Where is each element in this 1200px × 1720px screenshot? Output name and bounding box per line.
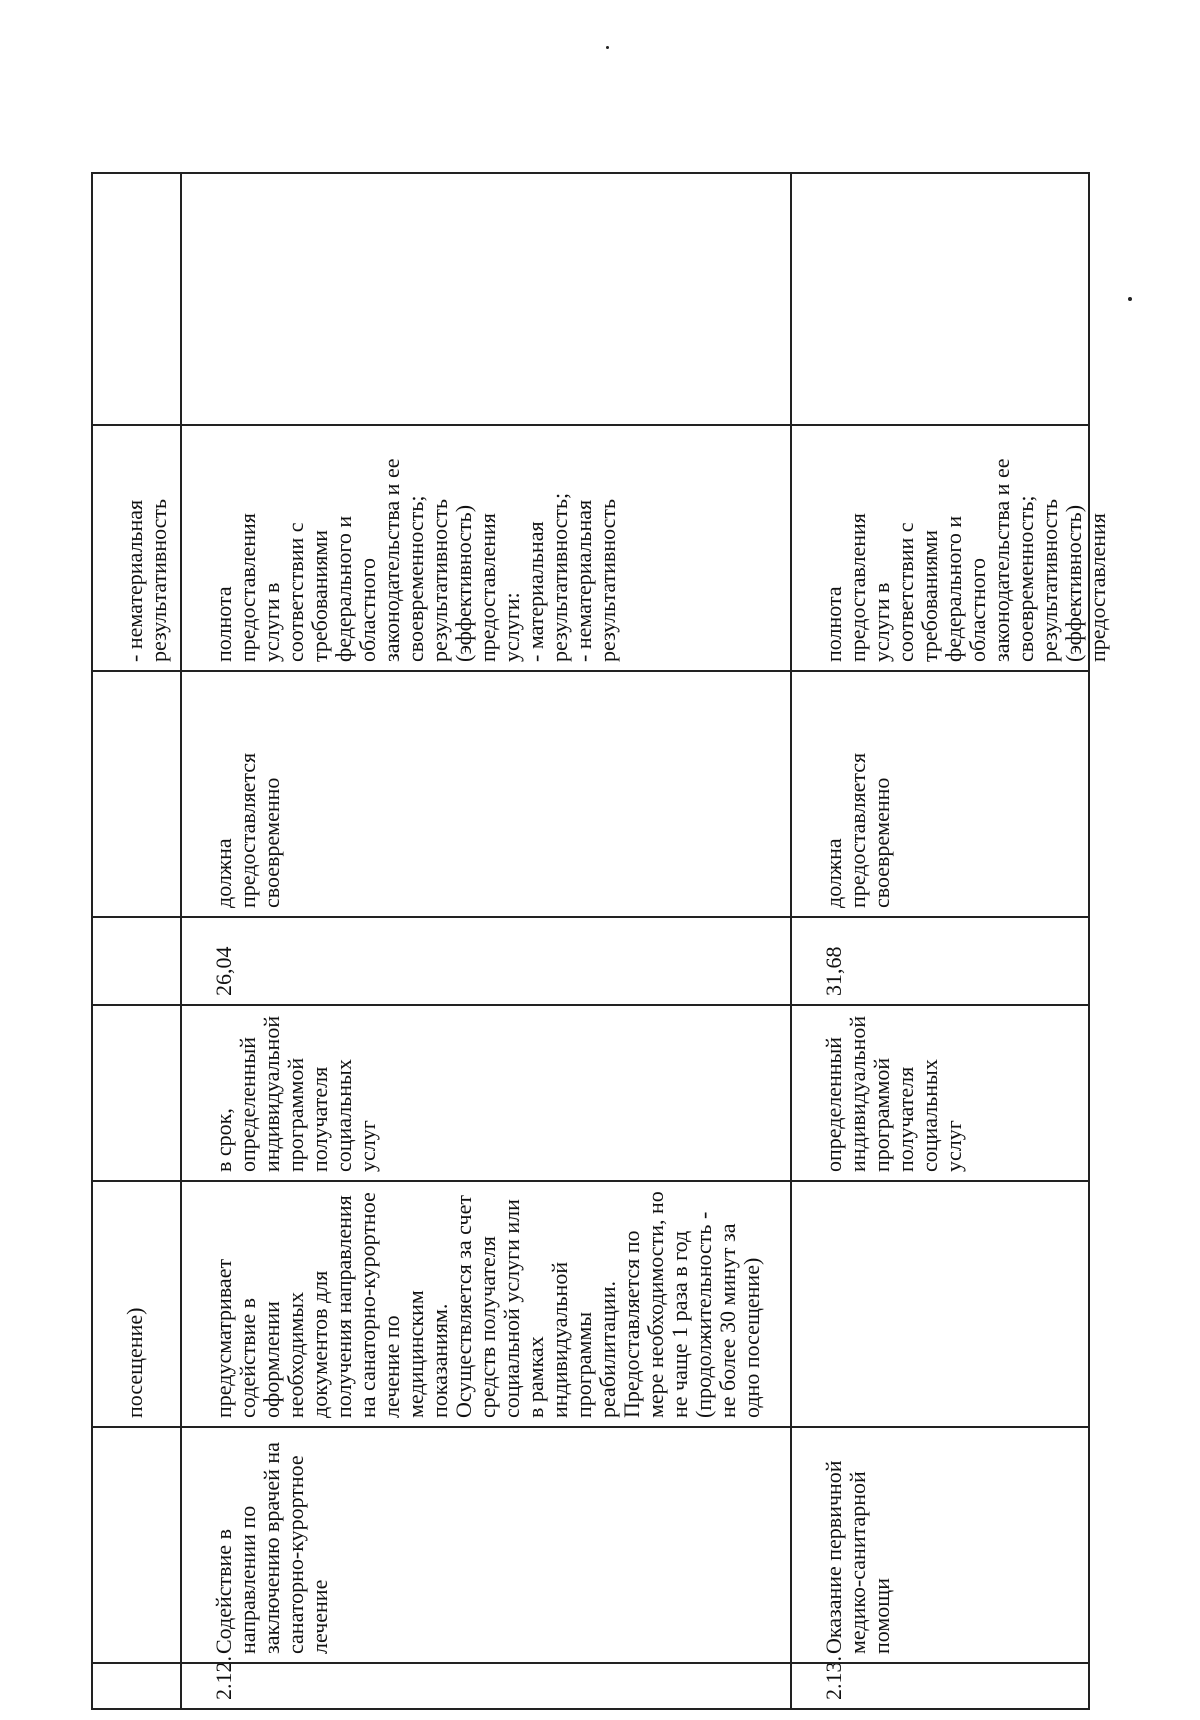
header-number-cell <box>91 1662 182 1710</box>
header-term-cell <box>91 1004 182 1182</box>
scan-speck <box>606 46 609 49</box>
row-2-13-conditions <box>790 670 1090 918</box>
row-2-13-term <box>790 1004 1090 1182</box>
service-name: Содействие в направлении по заключению врачей на санаторно-курортное лечение <box>211 1442 332 1654</box>
service-description: предусматривает содействие в оформлении необходимых документов для получения направления на санаторно-курортное лечение по медицинским показаниям. Осуществляется за счет средств получателя социальной услуги или в рамках индивидуальной программы реабилитации. Предоставляется по мере необходимости, но не чаще 1 раза в год (продолжительность - не более 30 минут за одно посещение) <box>211 1191 764 1418</box>
header-indicators-text: - нематериальная результативность <box>122 498 171 662</box>
service-conditions: должна предоставляется своевременно <box>821 752 894 908</box>
service-indicators: полнота предоставления услуги в соответствии с требованиями федерального и областного законодательства и ее своевременность; результативность (эффективность) предоставления <box>821 458 1110 662</box>
service-term: в срок, определенный индивидуальной программой получателя социальных услуг <box>211 1015 380 1172</box>
service-name: Оказание первичной медико-санитарной помощи <box>821 1460 894 1654</box>
header-indicators-cell <box>91 424 182 672</box>
row-2-13-extra <box>790 172 1090 426</box>
service-tariff: 26,04 <box>211 946 236 996</box>
row-2-13-tariff <box>790 916 1090 1006</box>
row-2-13-indicators <box>790 424 1110 672</box>
row-number: 2.13. <box>821 1656 846 1700</box>
scan-speck <box>1128 297 1132 301</box>
service-conditions: должна предоставляется своевременно <box>211 752 284 908</box>
service-tariff: 31,68 <box>821 946 846 996</box>
rotated-table <box>0 100 1110 1720</box>
row-2-12-extra <box>180 172 792 426</box>
service-indicators: полнота предоставления услуги в соответствии с требованиями федерального и областного законодательства и ее своевременность; результативность (эффективность) предоставления услуги: - материальная результативность; - нематериальная результативность <box>211 458 620 662</box>
header-description-cell <box>91 1180 182 1428</box>
header-extra-cell <box>91 172 182 426</box>
service-term: определенный индивидуальной программой получателя социальных услуг <box>821 1015 966 1172</box>
header-conditions-cell <box>91 670 182 918</box>
header-procedure-text: посещение) <box>122 1307 147 1418</box>
row-2-12-indicators <box>180 424 792 672</box>
row-2-12-description <box>180 1180 792 1428</box>
row-number: 2.12. <box>211 1656 236 1700</box>
row-2-12-service <box>180 1426 792 1664</box>
header-service-cell <box>91 1426 182 1664</box>
header-tariff-cell <box>91 916 182 1006</box>
row-2-12-number <box>180 1656 792 1710</box>
row-2-13-number <box>790 1656 1090 1710</box>
row-2-13-description <box>790 1180 1090 1428</box>
row-2-12-tariff <box>180 916 792 1006</box>
row-2-12-conditions <box>180 670 792 918</box>
row-2-13-service <box>790 1426 1090 1664</box>
row-2-12-term <box>180 1004 792 1182</box>
